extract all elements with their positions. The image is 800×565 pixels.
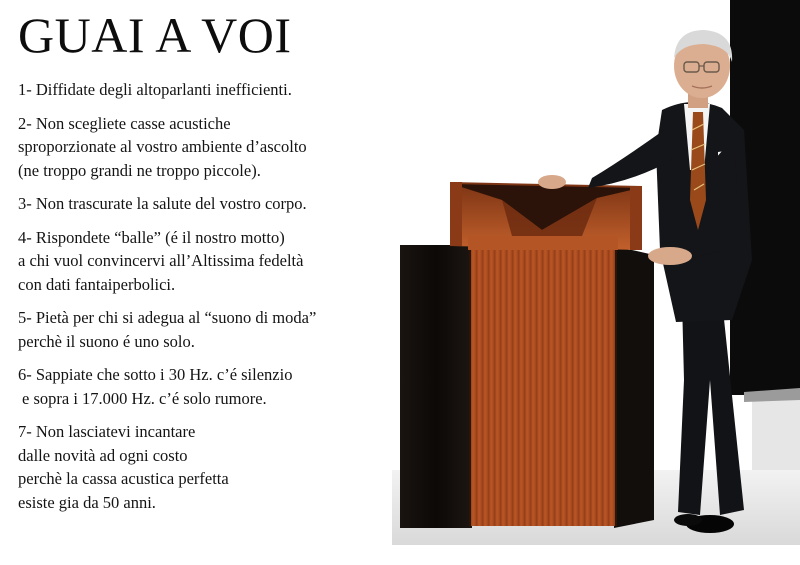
horn-lip xyxy=(468,236,618,250)
speaker-photo xyxy=(392,0,800,565)
rule-line: 6- Sappiate che sotto i 30 Hz. c’é silenzio xyxy=(18,365,293,384)
rule-line: perchè la cassa acustica perfetta xyxy=(18,469,229,488)
rule-line: 2- Non scegliete casse acustiche xyxy=(18,113,231,133)
rule-line: perchè il suono é uno solo. xyxy=(18,331,195,351)
rule-item xyxy=(18,306,398,353)
page-title: GUAI A VOI xyxy=(18,7,292,63)
rule-line: e sopra i 17.000 Hz. c’é solo rumore. xyxy=(22,388,267,408)
cabinet-right-side xyxy=(614,248,654,528)
rules-list xyxy=(18,78,398,524)
rule-line: esiste gia da 50 anni. xyxy=(18,492,156,512)
speaker-photo-illustration xyxy=(392,0,800,565)
rule-item xyxy=(18,363,398,410)
rule-item xyxy=(18,192,398,216)
rule-line: dalle novità ad ogni costo xyxy=(18,445,188,465)
rule-item xyxy=(18,420,398,514)
rule-line: sproporzionate al vostro ambiente d’ascolto xyxy=(18,137,307,156)
rule-line: (ne troppo grandi ne troppo piccole). xyxy=(18,160,261,180)
rule-line: a chi vuol convincervi all’Altissima fedeltà xyxy=(18,251,304,270)
man-right-hand xyxy=(648,247,692,265)
rule-line: 7- Non lasciatevi incantare xyxy=(18,422,196,441)
rule-item xyxy=(18,78,398,102)
rule-item xyxy=(18,226,398,297)
rule-item xyxy=(18,112,398,183)
rule-line: 1- Diffidate degli altoparlanti inefficienti. xyxy=(18,80,292,99)
cabinet-front-panel xyxy=(470,250,616,526)
man-left-hand xyxy=(538,175,566,189)
rule-line: con dati fantaiperbolici. xyxy=(18,274,176,294)
wall-corner xyxy=(752,395,800,470)
rule-line: 3- Non trascurate la salute del vostro corpo. xyxy=(18,194,307,213)
cabinet-left-side xyxy=(400,245,472,528)
rule-line: 4- Rispondete “balle” (é il nostro motto) xyxy=(18,227,285,247)
rule-line: 5- Pietà per chi si adegua al “suono di moda” xyxy=(18,308,317,327)
